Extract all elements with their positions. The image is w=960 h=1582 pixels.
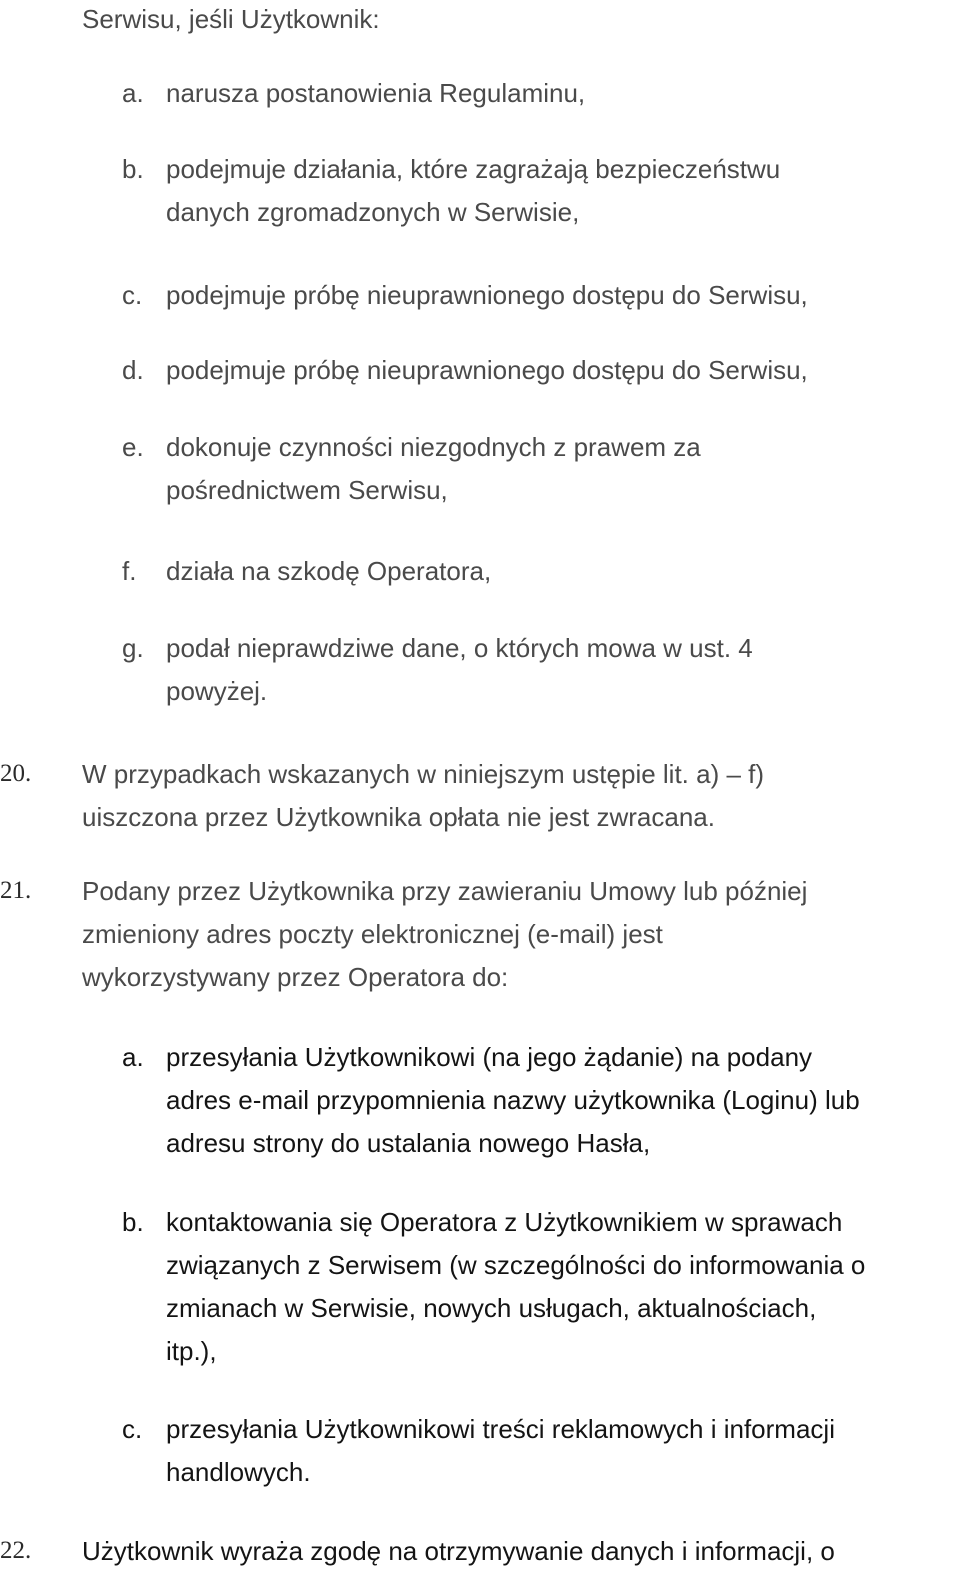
list-marker: c. — [122, 280, 143, 310]
list-marker: a. — [122, 78, 144, 108]
list-item-text: podał nieprawdziwe dane, o których mowa w ust. 4 — [166, 633, 753, 663]
paragraph-number: 22. — [0, 1537, 32, 1564]
list-item-text: zmianach w Serwisie, nowych usługach, aktualnościach, — [166, 1293, 817, 1323]
list-item-text: adres e-mail przypomnienia nazwy użytkownika (Loginu) lub — [166, 1085, 860, 1115]
paragraph-text: uiszczona przez Użytkownika opłata nie jest zwracana. — [82, 802, 715, 832]
list-item-text: działa na szkodę Operatora, — [166, 556, 492, 586]
intro-line: Serwisu, jeśli Użytkownik: — [82, 4, 380, 34]
list-item-text: przesyłania Użytkownikowi (na jego żądanie) na podany — [166, 1042, 813, 1072]
paragraph-text: Podany przez Użytkownika przy zawieraniu Umowy lub później — [82, 876, 808, 906]
list-item-text: narusza postanowienia Regulaminu, — [166, 78, 586, 108]
list-item-text: kontaktowania się Operatora z Użytkownikiem w sprawach — [166, 1207, 843, 1237]
list-item-text: itp.), — [166, 1336, 217, 1366]
list-item-text: handlowych. — [166, 1457, 311, 1487]
list-marker: c. — [122, 1414, 143, 1444]
list-item-text: adresu strony do ustalania nowego Hasła, — [166, 1128, 651, 1158]
list-marker: f. — [122, 556, 137, 586]
list-marker: b. — [122, 154, 144, 184]
list-marker: d. — [122, 355, 144, 385]
paragraph-number: 20. — [0, 760, 32, 787]
paragraph-number: 21. — [0, 877, 32, 904]
list-item-text: związanych z Serwisem (w szczególności do informowania o — [166, 1250, 866, 1280]
paragraph-text: zmieniony adres poczty elektronicznej (e-mail) jest — [82, 919, 663, 949]
paragraph-text: Użytkownik wyraża zgodę na otrzymywanie danych i informacji, o — [82, 1536, 835, 1566]
list-item-text: danych zgromadzonych w Serwisie, — [166, 197, 580, 227]
list-item-text: podejmuje próbę nieuprawnionego dostępu do Serwisu, — [166, 280, 808, 310]
list-marker: b. — [122, 1207, 144, 1237]
list-item-text: przesyłania Użytkownikowi treści reklamowych i informacji — [166, 1414, 835, 1444]
list-item-text: podejmuje próbę nieuprawnionego dostępu do Serwisu, — [166, 355, 808, 385]
paragraph-text: wykorzystywany przez Operatora do: — [82, 962, 509, 992]
list-marker: g. — [122, 633, 144, 663]
list-marker: e. — [122, 432, 144, 462]
list-item-text: podejmuje działania, które zagrażają bezpieczeństwu — [166, 154, 781, 184]
list-item-text: dokonuje czynności niezgodnych z prawem za — [166, 432, 701, 462]
list-item-text: pośrednictwem Serwisu, — [166, 475, 448, 505]
list-marker: a. — [122, 1042, 144, 1072]
paragraph-text: W przypadkach wskazanych w niniejszym ustępie lit. a) – f) — [82, 759, 765, 789]
list-item-text: powyżej. — [166, 676, 268, 706]
